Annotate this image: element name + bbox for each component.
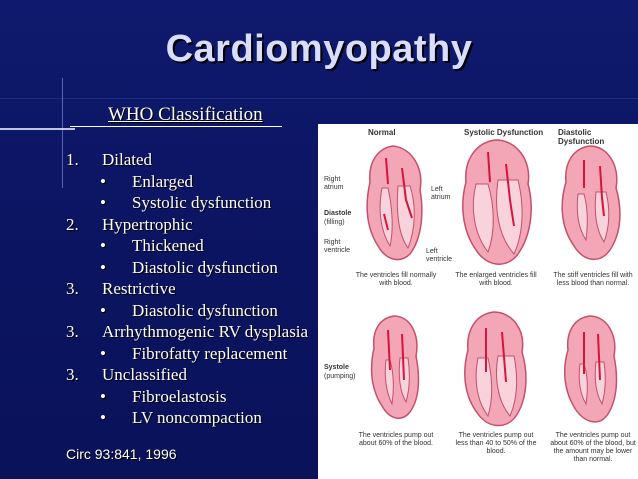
list-item bbox=[66, 321, 308, 343]
item-label: Arrhythmogenic RV dysplasia bbox=[102, 322, 309, 341]
bullet: • bbox=[100, 386, 106, 406]
bullet: • bbox=[100, 300, 106, 320]
heart-systolic-systole bbox=[458, 306, 532, 434]
heart-diastolic-diastole bbox=[554, 138, 626, 270]
subtitle-underline bbox=[70, 126, 282, 127]
list-subitem bbox=[66, 386, 308, 408]
bullet: • bbox=[100, 257, 106, 277]
heart-systolic-diastole bbox=[458, 134, 536, 272]
bullet: • bbox=[100, 171, 106, 191]
decorative-line-horizontal bbox=[0, 128, 75, 130]
label-right-atrium: Right atrium bbox=[324, 176, 344, 191]
subitem-label: Enlarged bbox=[132, 171, 194, 191]
list-subitem bbox=[66, 407, 308, 429]
decorative-line-vertical bbox=[62, 78, 63, 188]
bullet: • bbox=[100, 343, 106, 363]
label-right-ventricle: Right ventricle bbox=[324, 239, 351, 254]
item-label: Dilated bbox=[102, 150, 153, 169]
list-item bbox=[66, 278, 308, 300]
label-left-atrium: Left atrium bbox=[431, 186, 451, 201]
list-subitem bbox=[66, 257, 308, 279]
subitem-label: Thickened bbox=[132, 236, 204, 255]
caption-systolic-diastole: The enlarged ventricles fill with blood. bbox=[455, 272, 537, 287]
bullet: • bbox=[100, 236, 106, 255]
label-diastole-sub: (filling) bbox=[324, 219, 345, 226]
label-systole-sub: (pumping) bbox=[324, 373, 356, 380]
caption-diastolic-systole: The ventricles pump out about 60% of the blood, but the amount may be lower than normal. bbox=[550, 432, 636, 463]
slide-title: Cardiomyopathy bbox=[165, 28, 473, 70]
subitem-label: Systolic dysfunction bbox=[132, 193, 272, 212]
subitem-label: Fibrofatty replacement bbox=[132, 343, 288, 363]
item-number: 2. bbox=[66, 214, 79, 234]
item-label: Hypertrophic bbox=[102, 214, 193, 234]
list-subitem bbox=[66, 235, 308, 257]
classification-list bbox=[66, 149, 308, 429]
item-number: 3. bbox=[66, 365, 79, 384]
heart-normal-diastole bbox=[358, 138, 428, 270]
bullet: • bbox=[100, 193, 106, 212]
caption-normal-diastole: The ventricles fill normally with blood. bbox=[355, 272, 437, 287]
caption-normal-systole: The ventricles pump out about 60% of the blood. bbox=[358, 432, 434, 447]
subitem-label: Diastolic dysfunction bbox=[132, 257, 278, 277]
subitem-label: Diastolic dysfunction bbox=[132, 300, 278, 320]
subitem-label: LV noncompaction bbox=[132, 408, 262, 427]
citation: Circ 93:841, 1996 bbox=[66, 446, 177, 462]
bullet: • bbox=[100, 408, 106, 427]
label-left-ventricle: Left ventricle bbox=[426, 248, 453, 263]
slide-subtitle: WHO Classification bbox=[108, 104, 263, 125]
caption-diastolic-diastole: The stiff ventricles fill with less blood than normal. bbox=[553, 272, 633, 287]
label-systole: Systole bbox=[324, 364, 349, 371]
item-number: 3. bbox=[66, 279, 79, 298]
list-item bbox=[66, 364, 308, 386]
label-diastole: Diastole bbox=[324, 210, 352, 217]
column-header-normal: Normal bbox=[368, 128, 396, 137]
heart-diastolic-systole bbox=[556, 310, 624, 432]
heart-normal-systole bbox=[362, 310, 426, 430]
caption-systolic-systole: The ventricles pump out less than 40 to 50% of the blood. bbox=[455, 432, 537, 455]
list-item bbox=[66, 149, 308, 171]
list-subitem bbox=[66, 192, 308, 214]
list-subitem bbox=[66, 343, 308, 365]
list-subitem bbox=[66, 171, 308, 193]
item-number: 3. bbox=[66, 322, 79, 341]
column-header-systolic: Systolic Dysfunction bbox=[464, 128, 544, 137]
item-label: Unclassified bbox=[102, 365, 187, 384]
item-label: Restrictive bbox=[102, 279, 176, 298]
list-subitem bbox=[66, 300, 308, 322]
column-header-diastolic: Diastolic Dysfunction bbox=[558, 128, 605, 146]
heart-illustration-figure bbox=[318, 124, 638, 479]
item-number: 1. bbox=[66, 150, 79, 169]
subitem-label: Fibroelastosis bbox=[132, 386, 227, 406]
list-item bbox=[66, 214, 308, 236]
decorative-line-top bbox=[0, 98, 638, 99]
